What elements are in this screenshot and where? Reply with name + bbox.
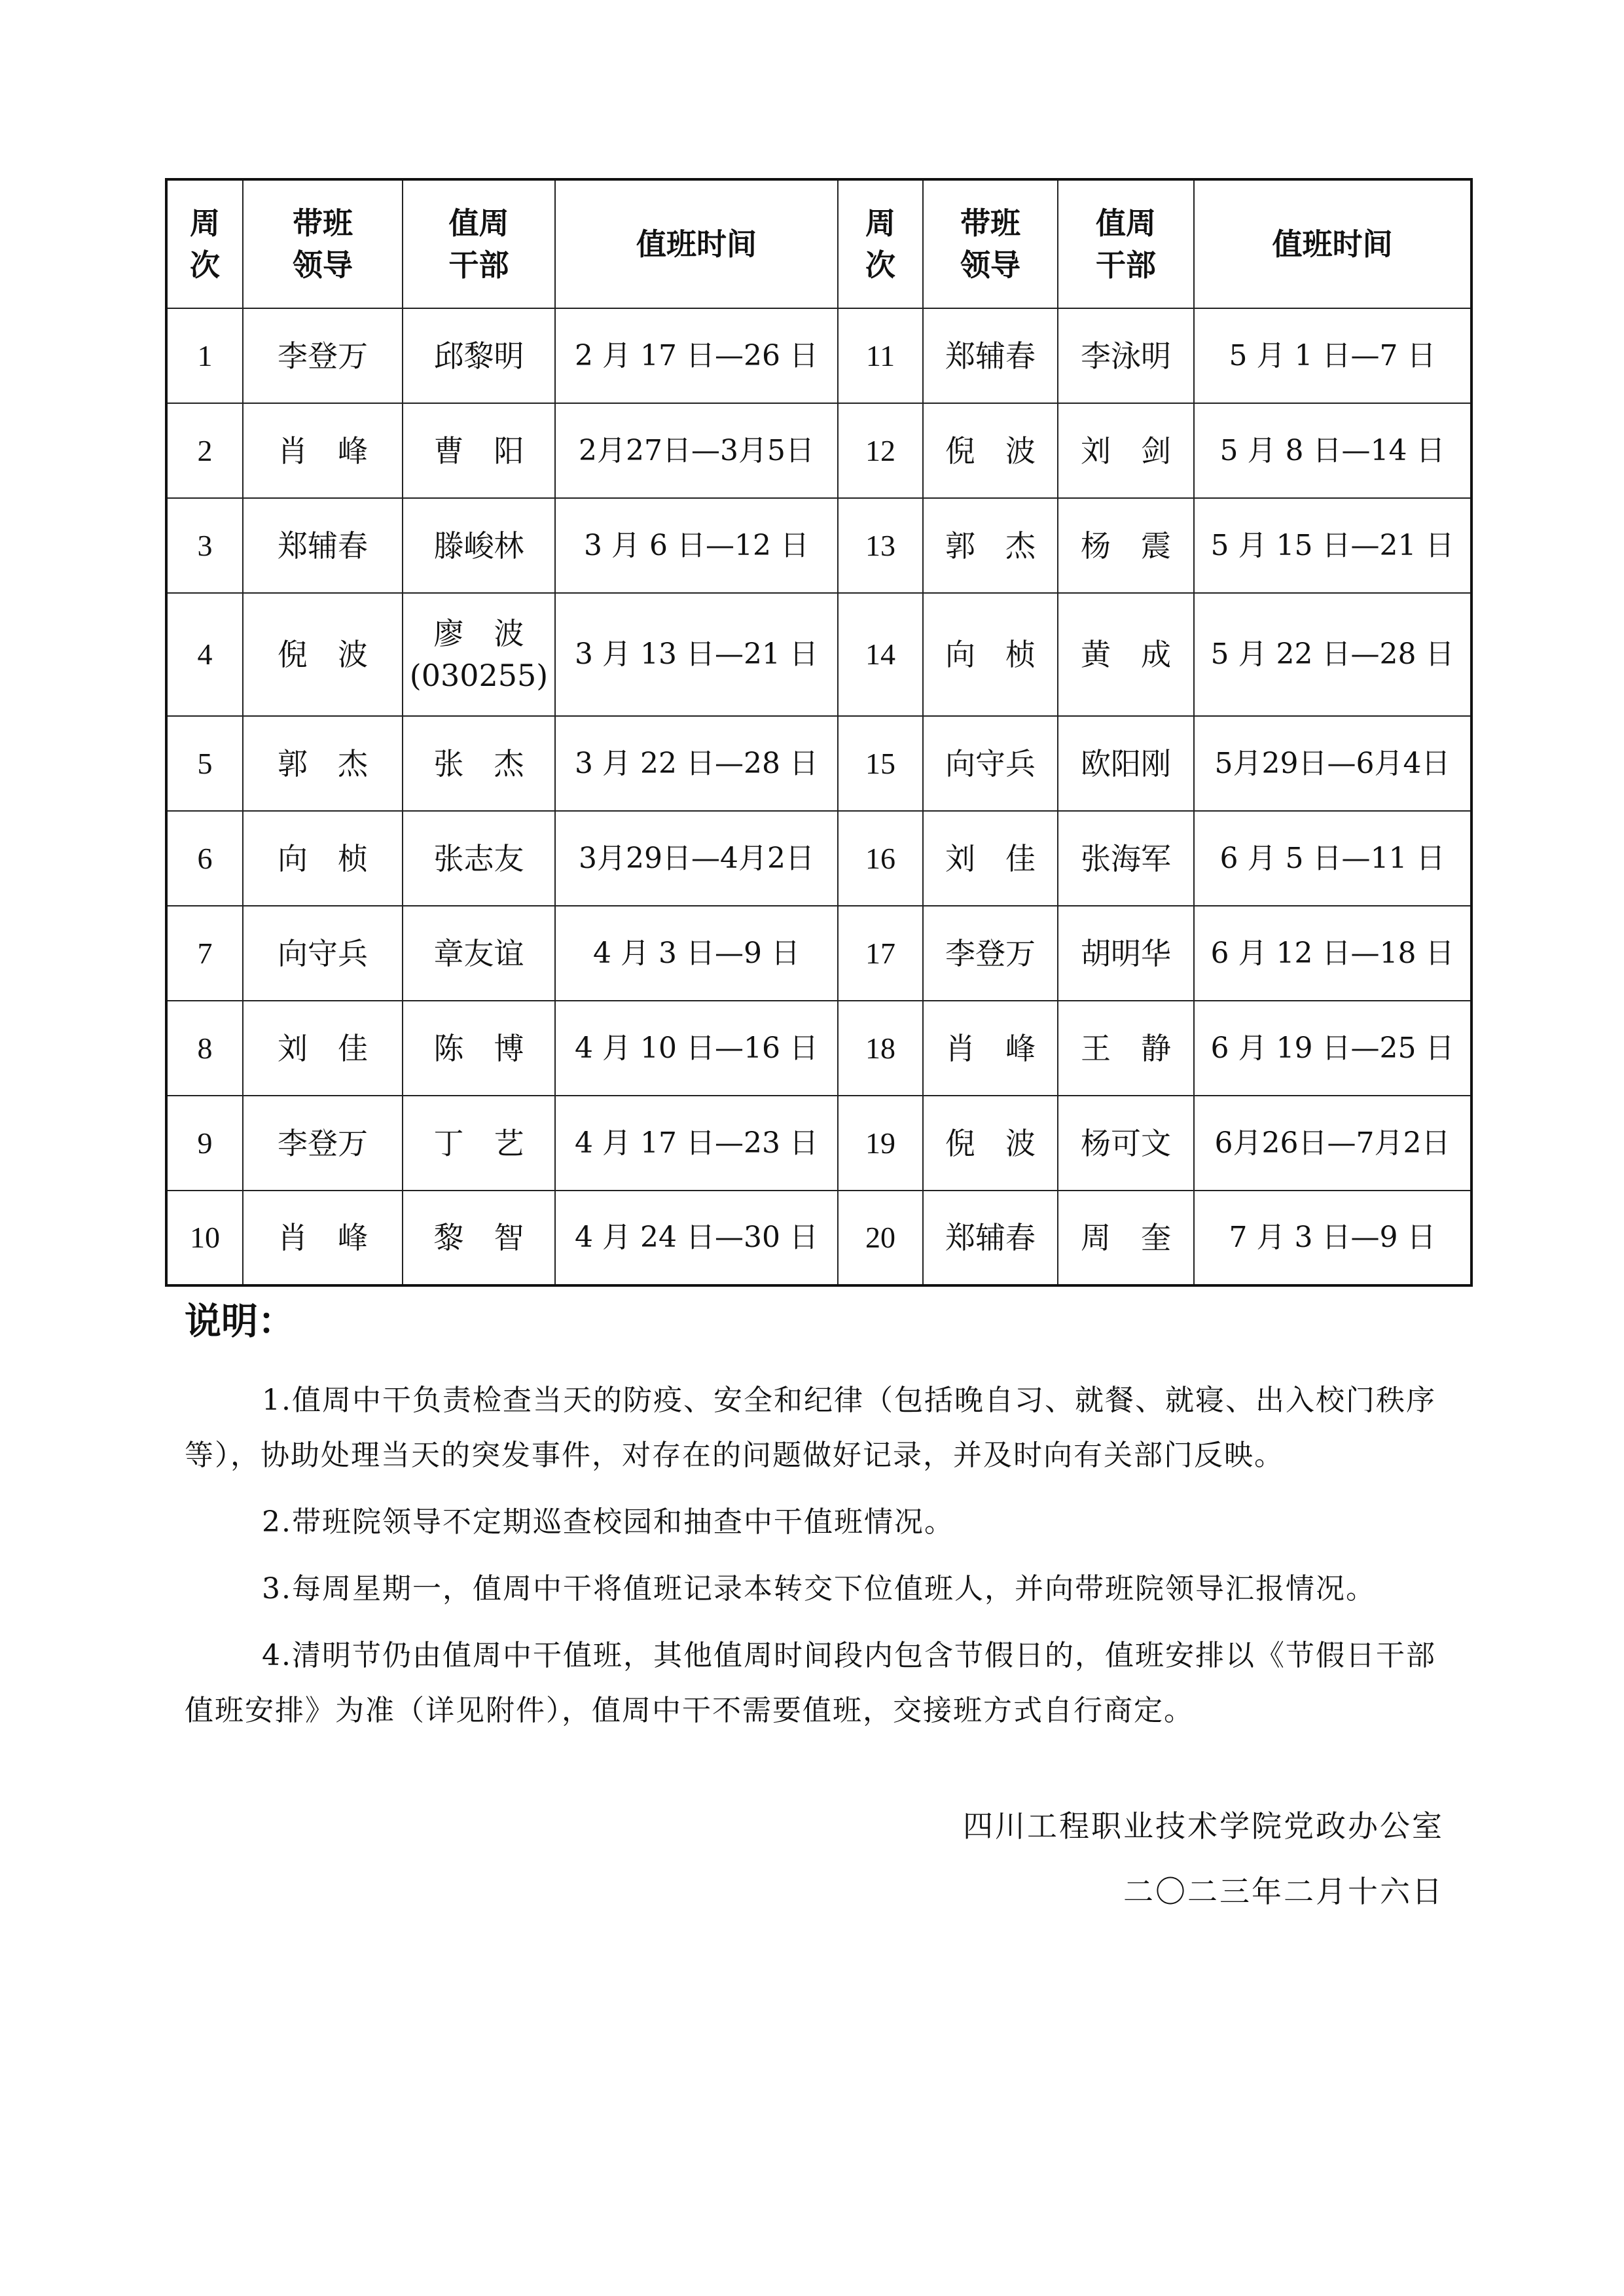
cadre-cell bbox=[403, 593, 555, 716]
header-leader: 带班 领导 bbox=[243, 179, 403, 308]
time-cell: 6 月 12 日—18 日 bbox=[1194, 906, 1471, 1001]
cadre-cell: 章友谊 bbox=[403, 906, 555, 1001]
table-header-row bbox=[166, 179, 1471, 308]
time-cell: 4 月 24 日—30 日 bbox=[555, 1191, 838, 1285]
cadre-cell: 胡明华 bbox=[1058, 906, 1194, 1001]
cadre-cell: 丁 艺 bbox=[403, 1096, 555, 1191]
table-row bbox=[166, 716, 1471, 811]
leader-cell: 倪 波 bbox=[243, 593, 403, 716]
table-row bbox=[166, 498, 1471, 593]
cadre-cell: 邱黎明 bbox=[403, 308, 555, 403]
table-row bbox=[166, 1001, 1471, 1096]
header-cadre: 值周 干部 bbox=[403, 179, 555, 308]
week-cell: 3 bbox=[166, 498, 243, 593]
cadre-cell: 曹 阳 bbox=[403, 403, 555, 498]
leader-cell: 向 桢 bbox=[243, 811, 403, 906]
issue-date: 二〇二三年二月十六日 bbox=[1123, 1874, 1444, 1909]
note-item: 2.带班院领导不定期巡查校园和抽查中干值班情况。 bbox=[262, 1505, 954, 1539]
table-row bbox=[166, 1096, 1471, 1191]
header-leader: 带班 领导 bbox=[923, 179, 1058, 308]
leader-cell: 郭 杰 bbox=[923, 498, 1058, 593]
cadre-cell: 杨可文 bbox=[1058, 1096, 1194, 1191]
cadre-cell: 周 奎 bbox=[1058, 1191, 1194, 1285]
leader-cell: 李登万 bbox=[243, 1096, 403, 1191]
leader-cell: 郭 杰 bbox=[243, 716, 403, 811]
cadre-cell: 黄 成 bbox=[1058, 593, 1194, 716]
header-cadre: 值周 干部 bbox=[1058, 179, 1194, 308]
cadre-cell: 欧阳刚 bbox=[1058, 716, 1194, 811]
time-cell: 5 月 1 日—7 日 bbox=[1194, 308, 1471, 403]
table-row bbox=[166, 811, 1471, 906]
time-cell: 5 月 15 日—21 日 bbox=[1194, 498, 1471, 593]
cadre-cell: 张 杰 bbox=[403, 716, 555, 811]
leader-cell: 肖 峰 bbox=[923, 1001, 1058, 1096]
week-cell: 20 bbox=[838, 1191, 923, 1285]
leader-cell: 向守兵 bbox=[243, 906, 403, 1001]
header-week: 周 次 bbox=[838, 179, 923, 308]
table-row bbox=[166, 308, 1471, 403]
note-item: 4.清明节仍由值周中干值班，其他值周时间段内包含节假日的，值班安排以《节假日干部值班安排》为准（详见附件），值周中干不需要值班，交接班方式自行商定。 bbox=[185, 1639, 1436, 1727]
leader-cell: 肖 峰 bbox=[243, 1191, 403, 1285]
table-row bbox=[166, 403, 1471, 498]
week-cell: 8 bbox=[166, 1001, 243, 1096]
week-cell: 5 bbox=[166, 716, 243, 811]
note-item: 1.值周中干负责检查当天的防疫、安全和纪律（包括晚自习、就餐、就寝、出入校门秩序等），协助处理当天的突发事件，对存在的问题做好记录，并及时向有关部门反映。 bbox=[185, 1384, 1436, 1472]
time-cell: 6 月 5 日—11 日 bbox=[1194, 811, 1471, 906]
notes-section bbox=[185, 1373, 1448, 1750]
cadre-id-note: (030255) bbox=[409, 658, 549, 693]
week-cell: 16 bbox=[838, 811, 923, 906]
time-cell: 4 月 10 日—16 日 bbox=[555, 1001, 838, 1096]
time-cell: 6 月 19 日—25 日 bbox=[1194, 1001, 1471, 1096]
time-cell: 2 月 17 日—26 日 bbox=[555, 308, 838, 403]
cadre-cell: 滕峻林 bbox=[403, 498, 555, 593]
leader-cell: 向守兵 bbox=[923, 716, 1058, 811]
table-row bbox=[166, 1191, 1471, 1285]
time-cell: 6月26日—7月2日 bbox=[1194, 1096, 1471, 1191]
cadre-cell: 陈 博 bbox=[403, 1001, 555, 1096]
leader-cell: 倪 波 bbox=[923, 403, 1058, 498]
week-cell: 6 bbox=[166, 811, 243, 906]
week-cell: 1 bbox=[166, 308, 243, 403]
time-cell: 2月27日—3月5日 bbox=[555, 403, 838, 498]
issuing-office: 四川工程职业技术学院党政办公室 bbox=[963, 1808, 1444, 1844]
cadre-cell: 杨 震 bbox=[1058, 498, 1194, 593]
leader-cell: 郑辅春 bbox=[243, 498, 403, 593]
week-cell: 13 bbox=[838, 498, 923, 593]
cadre-cell: 刘 剑 bbox=[1058, 403, 1194, 498]
time-cell: 5 月 22 日—28 日 bbox=[1194, 593, 1471, 716]
week-cell: 18 bbox=[838, 1001, 923, 1096]
time-cell: 3月29日—4月2日 bbox=[555, 811, 838, 906]
week-cell: 17 bbox=[838, 906, 923, 1001]
time-cell: 4 月 17 日—23 日 bbox=[555, 1096, 838, 1191]
time-cell: 3 月 13 日—21 日 bbox=[555, 593, 838, 716]
week-cell: 10 bbox=[166, 1191, 243, 1285]
leader-cell: 肖 峰 bbox=[243, 403, 403, 498]
cadre-cell: 黎 智 bbox=[403, 1191, 555, 1285]
header-time: 值班时间 bbox=[555, 179, 838, 308]
duty-schedule-table bbox=[165, 178, 1473, 1287]
week-cell: 19 bbox=[838, 1096, 923, 1191]
time-cell: 7 月 3 日—9 日 bbox=[1194, 1191, 1471, 1285]
table-row bbox=[166, 906, 1471, 1001]
leader-cell: 李登万 bbox=[243, 308, 403, 403]
leader-cell: 郑辅春 bbox=[923, 308, 1058, 403]
time-cell: 4 月 3 日—9 日 bbox=[555, 906, 838, 1001]
cadre-name: 廖 波 bbox=[433, 616, 524, 651]
cadre-cell: 李泳明 bbox=[1058, 308, 1194, 403]
time-cell: 3 月 6 日—12 日 bbox=[555, 498, 838, 593]
week-cell: 2 bbox=[166, 403, 243, 498]
header-week: 周 次 bbox=[166, 179, 243, 308]
time-cell: 5月29日—6月4日 bbox=[1194, 716, 1471, 811]
week-cell: 14 bbox=[838, 593, 923, 716]
notes-title: 说明： bbox=[185, 1300, 295, 1343]
cadre-cell: 王 静 bbox=[1058, 1001, 1194, 1096]
week-cell: 7 bbox=[166, 906, 243, 1001]
signature-block bbox=[963, 1793, 1444, 1924]
leader-cell: 刘 佳 bbox=[243, 1001, 403, 1096]
leader-cell: 刘 佳 bbox=[923, 811, 1058, 906]
table-row bbox=[166, 593, 1471, 716]
week-cell: 4 bbox=[166, 593, 243, 716]
leader-cell: 向 桢 bbox=[923, 593, 1058, 716]
cadre-cell: 张志友 bbox=[403, 811, 555, 906]
note-item: 3.每周星期一，值周中干将值班记录本转交下位值班人，并向带班院领导汇报情况。 bbox=[262, 1572, 1376, 1605]
time-cell: 3 月 22 日—28 日 bbox=[555, 716, 838, 811]
cadre-cell: 张海军 bbox=[1058, 811, 1194, 906]
leader-cell: 李登万 bbox=[923, 906, 1058, 1001]
time-cell: 5 月 8 日—14 日 bbox=[1194, 403, 1471, 498]
leader-cell: 郑辅春 bbox=[923, 1191, 1058, 1285]
header-time: 值班时间 bbox=[1194, 179, 1471, 308]
week-cell: 11 bbox=[838, 308, 923, 403]
week-cell: 15 bbox=[838, 716, 923, 811]
leader-cell: 倪 波 bbox=[923, 1096, 1058, 1191]
week-cell: 9 bbox=[166, 1096, 243, 1191]
week-cell: 12 bbox=[838, 403, 923, 498]
